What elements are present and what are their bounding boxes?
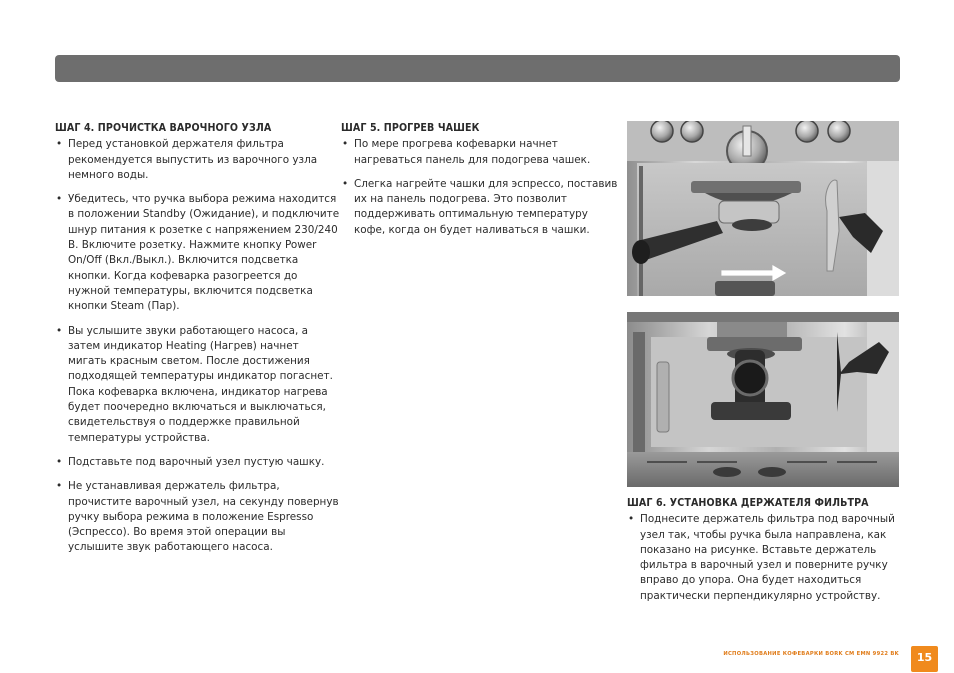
bullet-icon: • [56, 455, 63, 468]
list-item: • Подставьте под варочный узел пустую чашку. [55, 455, 340, 470]
list-item: • По мере прогрева кофеварки начнет нагреваться панель для подогрева чашек. [342, 138, 591, 166]
list-item: • Убедитесь, что ручка выбора режима находится в положении Standby (Ожидание), и подключите шнур питания к розетке с напряжением 230/240 В. Включите розетку. Нажмите кнопку Power On/Off (Вкл./Выкл.). Включится подсветка кнопки. Когда кофеварка разогреется до нужной температуры, включится подсветка кнопки Steam (Пар). [56, 193, 340, 313]
step5-title: ШАГ 5. ПРОГРЕВ ЧАШЕК [341, 122, 480, 134]
espresso-machine-photo-insert [627, 121, 899, 296]
page-number-badge: 15 [911, 646, 938, 672]
step4-section [55, 121, 340, 565]
header-bar [55, 55, 900, 82]
step4-list [55, 137, 340, 555]
bullet-icon: • [56, 480, 63, 493]
step5-list [341, 137, 621, 238]
step5-section [341, 121, 621, 247]
bullet-icon: • [342, 177, 349, 190]
espresso-machine-photo-locked [627, 312, 899, 487]
footer-text: ИСПОЛЬЗОВАНИЕ КОФЕВАРКИ BORK CM EMN 9922 BK [723, 651, 899, 657]
list-item: • Вы услышите звуки работающего насоса, а затем индикатор Heating (Нагрев) начнет мигать красным светом. После достижения подходящей температуры индикатор погаснет. Пока кофеварка включена, индикатор нагрева будет поочередно включаться и выключаться, свидетельствуя о поддержке правильной температуры устройства. [56, 324, 333, 444]
bullet-icon: • [628, 513, 635, 526]
list-item: • Поднесите держатель фильтра под варочный узел так, чтобы ручка была направлена, как показано на рисунке. Вставьте держатель фильтра в варочный узел и поверните ручку вправо до упора. Она будет находиться практически перпендикулярно устройству. [628, 513, 895, 602]
bullet-icon: • [56, 193, 63, 206]
list-item: • Слегка нагрейте чашки для эспрессо, поставив их на панель подогрева. Это позволит поддерживать оптимальную температуру кофе, когда он будет наливаться в чашки. [342, 177, 618, 236]
bullet-icon: • [342, 138, 349, 151]
bullet-icon: • [56, 324, 63, 337]
bullet-icon: • [56, 138, 63, 151]
step6-section [627, 496, 899, 613]
step6-list [627, 512, 899, 604]
step4-title: ШАГ 4. ПРОЧИСТКА ВАРОЧНОГО УЗЛА [55, 122, 272, 134]
list-item: • Не устанавливая держатель фильтра, прочистите варочный узел, на секунду повернув ручку выбора режима в положение Espresso (Эспрессо). Во время этой операции вы услышите звук работающего насоса. [56, 480, 339, 554]
list-item: • Перед установкой держателя фильтра рекомендуется выпустить из варочного узла немного воды. [56, 138, 318, 181]
step6-title: ШАГ 6. УСТАНОВКА ДЕРЖАТЕЛЯ ФИЛЬТРА [627, 497, 869, 509]
